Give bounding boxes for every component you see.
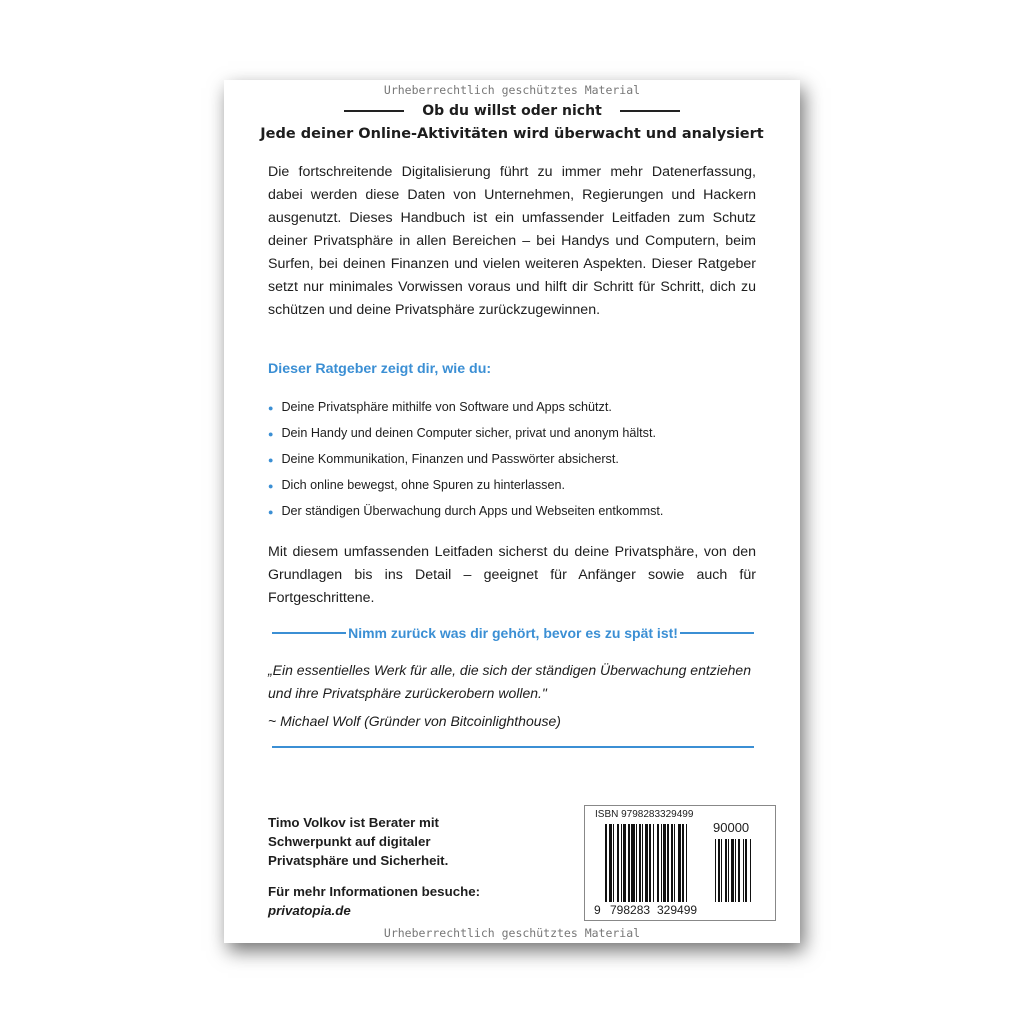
barcode-bar: [613, 824, 614, 902]
barcode-bar: [718, 839, 720, 902]
divider: [272, 746, 754, 748]
barcode-bar: [735, 839, 736, 902]
barcode-bar: [715, 839, 716, 902]
kicker: Ob du willst oder nicht: [224, 102, 800, 120]
barcode-bar: [674, 824, 675, 902]
barcode-bar: [745, 839, 747, 902]
watermark-top: Urheberrechtlich geschütztes Material: [383, 83, 641, 97]
barcode-bar: [678, 824, 681, 902]
call-to-action: Nimm zurück was dir gehört, bevor es zu spät ist!: [272, 625, 754, 641]
isbn-label: ISBN 9798283329499: [595, 809, 694, 820]
barcode-bar: [750, 839, 751, 902]
barcode-bar: [731, 839, 734, 902]
barcode-bar: [682, 824, 684, 902]
barcode-digits-right: 329499: [657, 903, 698, 917]
benefit-list: [268, 396, 663, 526]
list-heading: Dieser Ratgeber zeigt dir, wie du:: [268, 361, 492, 377]
barcode-bar: [663, 824, 666, 902]
list-item: ● Deine Kommunikation, Finanzen und Passwörter absicherst.: [268, 452, 619, 466]
barcode-bar: [649, 824, 651, 902]
barcode-bar: [661, 824, 662, 902]
barcode-bar: [609, 824, 612, 902]
list-item: ● Dein Handy und deinen Computer sicher, privat und anonym hältst.: [268, 426, 656, 440]
author-bio: Timo Volkov ist Berater mit Schwerpunkt auf digitaler Privatsphäre und Sicherheit. Für mehr Informationen besuche: privatopia.de: [268, 815, 481, 918]
price-barcode-bars: [715, 839, 770, 902]
barcode-bar: [631, 824, 635, 902]
barcode-bar: [738, 839, 740, 902]
book-back-cover: [224, 80, 800, 943]
barcode-bar: [645, 824, 648, 902]
headline: Jede deiner Online-Aktivitäten wird überwacht und analysiert: [260, 126, 764, 142]
barcode-bar: [621, 824, 622, 902]
quote-author: ~ Michael Wolf (Gründer von Bitcoinlighthouse): [268, 713, 561, 729]
barcode-bar: [628, 824, 630, 902]
barcode-bar: [642, 824, 643, 902]
barcode-bar: [725, 839, 727, 902]
barcode-digit-first: 9: [594, 903, 601, 917]
testimonial-quote: „Ein essentielles Werk für alle, die sich der ständigen Überwachung entziehen und ihre Privatsphäre zurückerobern wollen.": [268, 662, 752, 701]
intro-paragraph: Die fortschreitende Digitalisierung führt zu immer mehr Datenerfassung, dabei werden diese Daten von Unternehmen, Regierungen und Hackern ausgenutzt. Dieses Handbuch ist ein umfassender Leitfaden zum Schutz deiner Privatsphäre in allen Bereichen – bei Handys und Computern, beim Surfen, bei deinen Finanzen und vielen weiteren Aspekten. Dieser Ratgeber setzt nur minimales Vorwissen voraus und hilft dir Schritt für Schritt, dich zu schützen und deine Privatsphäre zurückzugewinnen.: [268, 164, 756, 318]
summary-paragraph: Mit diesem umfassenden Leitfaden sicherst du deine Privatsphäre, von den Grundlagen bis ins Detail – geeignet für Anfänger sowie auch für Fortgeschrittene.: [268, 544, 756, 606]
barcode-bar: [657, 824, 659, 902]
barcode-bar: [653, 824, 654, 902]
barcode-bar: [671, 824, 673, 902]
list-item: ● Dich online bewegst, ohne Spuren zu hinterlassen.: [268, 478, 565, 492]
barcode-bar: [743, 839, 744, 902]
barcode-bar: [728, 839, 729, 902]
barcode-bar: [636, 824, 637, 902]
barcode-bar: [605, 824, 607, 902]
barcode-bar: [617, 824, 619, 902]
watermark-bottom: Urheberrechtlich geschütztes Material: [383, 926, 641, 940]
isbn-barcode: [584, 805, 776, 921]
website-link[interactable]: privatopia.de: [268, 903, 351, 918]
barcode-bar: [686, 824, 687, 902]
barcode-bar: [667, 824, 669, 902]
list-item: ● Deine Privatsphäre mithilfe von Software und Apps schützt.: [268, 400, 612, 414]
barcode-digits-left: 798283: [610, 903, 651, 917]
barcode-bars: [605, 824, 705, 902]
list-item: ● Der ständigen Überwachung durch Apps und Webseiten entkommst.: [268, 504, 664, 518]
barcode-bar: [639, 824, 641, 902]
barcode-bar: [623, 824, 626, 902]
barcode-bar: [721, 839, 722, 902]
price-code: 90000: [713, 820, 750, 835]
